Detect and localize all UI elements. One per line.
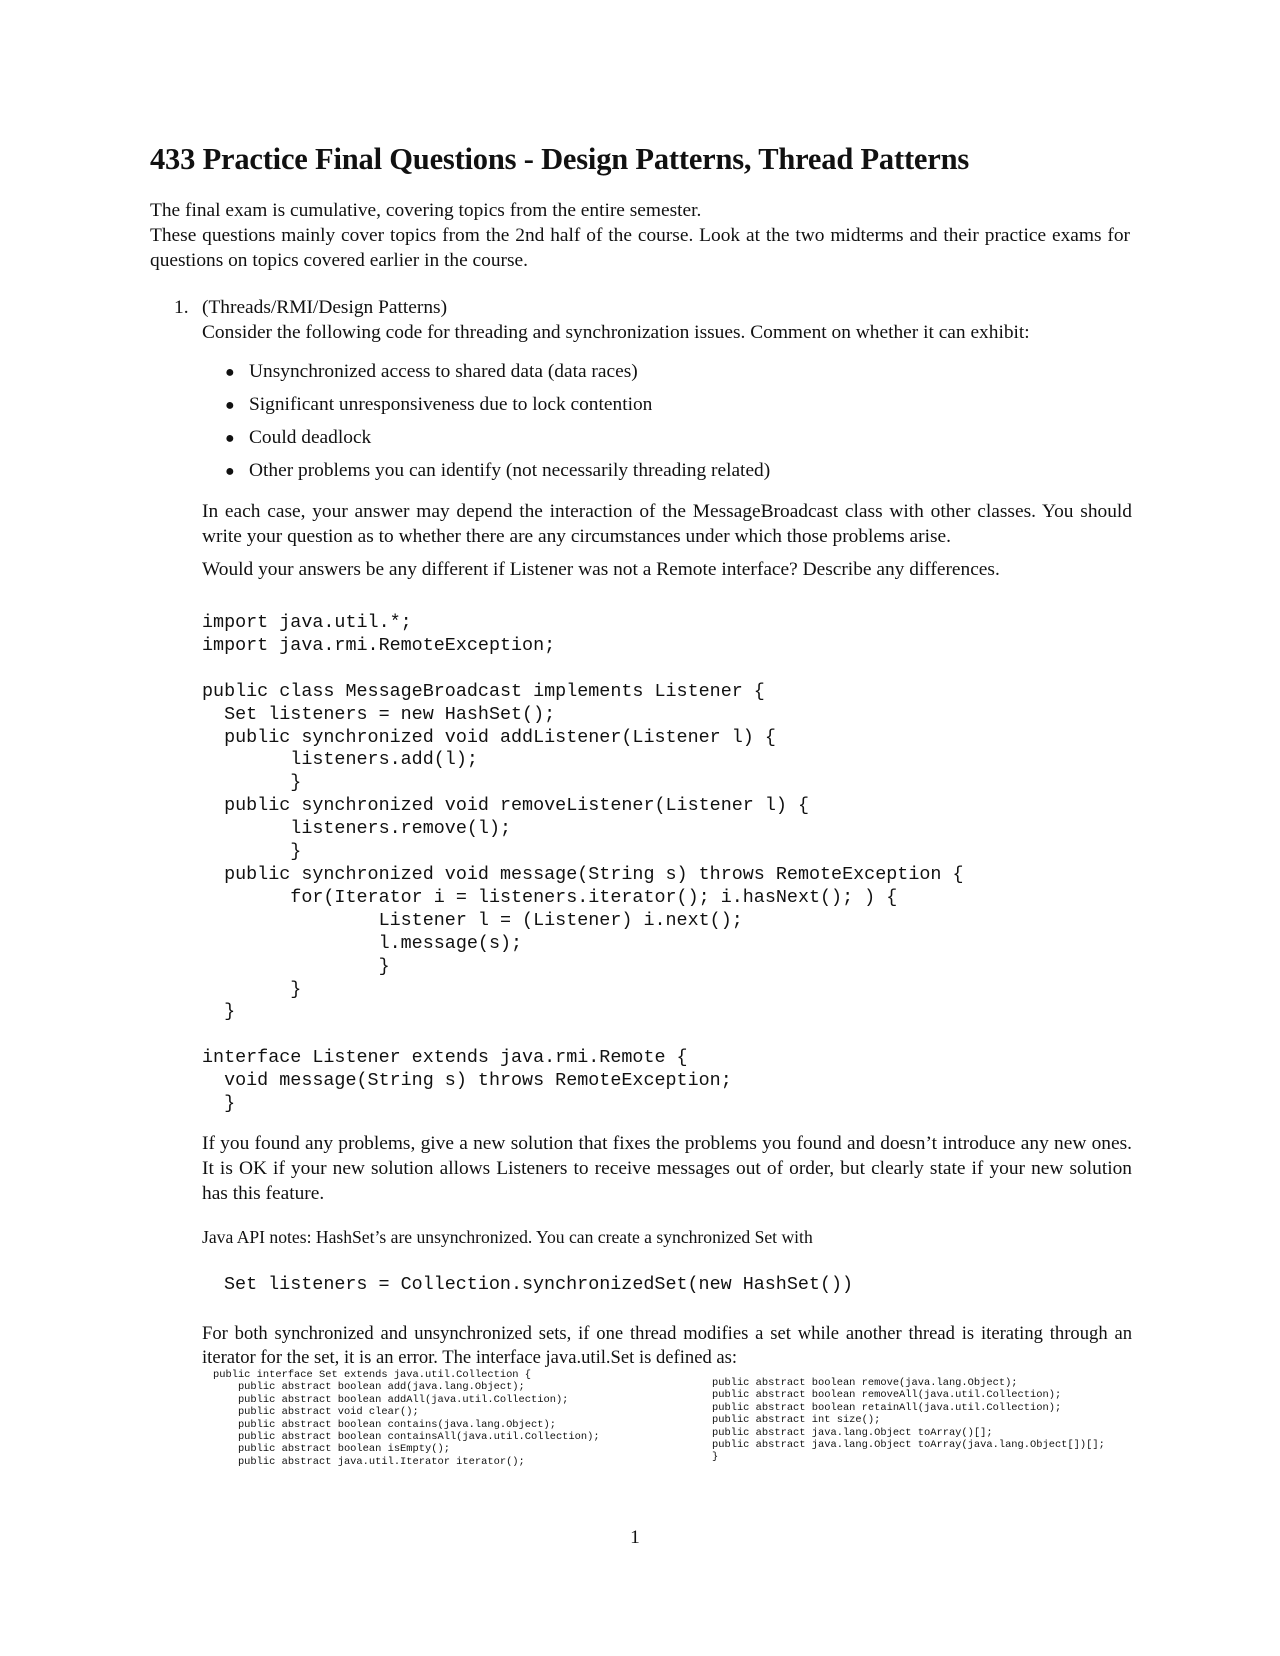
- list-item: [225, 359, 770, 392]
- question-1: [202, 295, 1132, 345]
- bullet-icon: ●: [225, 430, 235, 447]
- issue-list: [225, 359, 770, 491]
- remote-paragraph: Would your answers be any different if Listener was not a Remote interface? Describe any differences.: [202, 559, 1000, 580]
- bullet-icon: ●: [225, 397, 235, 414]
- list-item-text: Other problems you can identify (not necessarily threading related): [249, 460, 771, 481]
- bullet-icon: ●: [225, 463, 235, 480]
- list-item-text: Significant unresponsiveness due to lock contention: [249, 394, 653, 415]
- intro-line-topics: These questions mainly cover topics from the 2nd half of the course. Look at the two midterms and their practice exams for questions on topics covered earlier in the course.: [150, 225, 1130, 271]
- synchronized-set-code: Set listeners = Collection.synchronizedSet(new HashSet()): [224, 1274, 854, 1295]
- page-number: 1: [630, 1527, 640, 1548]
- list-item: [225, 425, 770, 458]
- question-heading: (Threads/RMI/Design Patterns): [202, 297, 448, 318]
- bullet-icon: ●: [225, 364, 235, 381]
- iterator-paragraph: For both synchronized and unsynchronized sets, if one thread modifies a set while another thread is iterating through an iterator for the set, it is an error. The interface java.util.Set is defined as:: [202, 1323, 1132, 1368]
- intro-line-cumulative: The final exam is cumulative, covering topics from the entire semester.: [150, 200, 702, 221]
- list-item: [225, 458, 770, 491]
- list-item: [225, 392, 770, 425]
- fix-paragraph: If you found any problems, give a new solution that fixes the problems you found and doesn’t introduce any new ones. It is OK if your new solution allows Listeners to receive messages out of order, but clearly state if your new solution has this feature.: [202, 1133, 1132, 1204]
- list-item-text: Unsynchronized access to shared data (data races): [249, 361, 638, 382]
- intro-section: [150, 198, 1130, 273]
- question-number: 1.: [174, 297, 189, 318]
- set-interface-code-right: public abstract boolean remove(java.lang.Object); public abstract boolean removeAll(java.util.Collection); public abstract boolean retainAll(java.util.Collection); public abstract int size(); public abstract java.lang.Object toArray()[]; public abstract java.lang.Object toArray(java.lang.Object[])[]; }: [712, 1377, 1105, 1464]
- set-interface-code-left: public interface Set extends java.util.Collection { public abstract boolean add(java.lang.Object); public abstract boolean addAll(java.util.Collection); public abstract void clear(); public abstract boolean contains(java.lang.Object); public abstract boolean containsAll(java.util.Collection); public abstract boolean isEmpty(); public abstract java.util.Iterator iterator();: [213, 1369, 600, 1468]
- question-prompt: Consider the following code for threading and synchronization issues. Comment on whether it can exhibit:: [202, 322, 1030, 343]
- page-title: 433 Practice Final Questions - Design Patterns, Thread Patterns: [150, 142, 970, 176]
- api-note: Java API notes: HashSet’s are unsynchronized. You can create a synchronized Set with: [202, 1227, 813, 1247]
- code-listing: import java.util.*; import java.rmi.RemoteException; public class MessageBroadcast implements Listener { Set listeners = new HashSet(); public synchronized void addListener(Listener l) { listeners.add(l); } public synchronized void removeListener(Listener l) { listeners.remove(l); } public synchronized void message(String s) throws RemoteException { for(Iterator i = listeners.iterator(); i.hasNext(); ) { Listener l = (Listener) i.next(); l.message(s); } } } interface Listener extends java.rmi.Remote { void message(String s) throws RemoteException; }: [202, 612, 964, 1115]
- list-item-text: Could deadlock: [249, 427, 372, 448]
- interaction-paragraph: In each case, your answer may depend the interaction of the MessageBroadcast class with other classes. You should write your question as to whether there are any circumstances under which those problems arise.: [202, 501, 1132, 547]
